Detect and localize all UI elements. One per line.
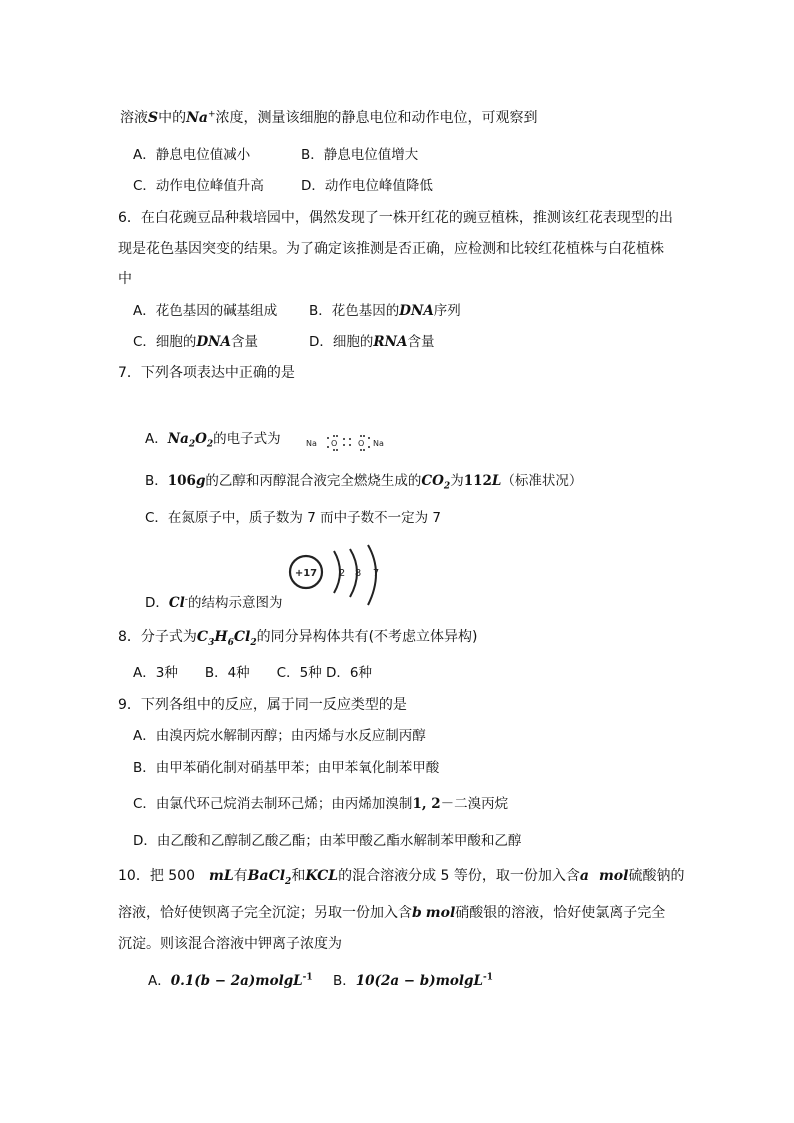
- q6-stem-line2: 现是花色基因突变的结果。为了确定该推测是否正确，应检测和比较红花植株与白花植株: [118, 241, 664, 257]
- q5-stem-tail: 溶液S中的Na+浓度，测量该细胞的静息电位和动作电位，可观察到: [120, 109, 538, 126]
- q6-stem-line3: 中: [118, 271, 132, 287]
- lewis-na-left: Na: [306, 439, 317, 448]
- q6-stem-line1: 6．在白花豌豆品种栽培园中，偶然发现了一株开红花的豌豆植株，推测该红花表现型的出: [118, 210, 673, 226]
- q10-stem-line2: 溶液，恰好使钡离子完全沉淀；另取一份加入含b mol硝酸银的溶液，恰好使氯离子完全: [118, 905, 666, 921]
- q7-option-a[interactable]: A．$Na_2O_2$的电子式为: [145, 431, 281, 450]
- chloride-ion-structure-diagram: [288, 543, 388, 607]
- q6-option-a[interactable]: A．花色基因的碱基组成: [133, 303, 278, 319]
- q6-option-d[interactable]: D．细胞的RNA含量: [309, 334, 435, 350]
- shell-electrons-3: 7: [372, 568, 380, 579]
- q10-option-b[interactable]: B．10(2a − b)molgL$^{-1}$: [333, 972, 493, 989]
- lewis-na-right: Na: [373, 439, 384, 448]
- q10-stem-line1: 10．把 500 mL有BaCl$_2$和KCL的混合溶液分成 5 等份，取一份加入含a mol硫酸钠的: [118, 868, 685, 887]
- lewis-o-right: O: [358, 439, 365, 448]
- nucleus-charge: +17: [294, 568, 318, 579]
- q8-stem: 8．分子式为$C_3H_6Cl_2$的同分异构体共有(不考虑立体异构): [118, 629, 478, 648]
- q5-option-a[interactable]: A．静息电位值减小: [133, 147, 251, 163]
- q9-option-b[interactable]: B．由甲苯硝化制对硝基甲苯；由甲苯氧化制苯甲酸: [133, 760, 440, 776]
- lewis-o-left: O: [331, 439, 338, 448]
- q7-option-b[interactable]: B．106g的乙醇和丙醇混合液完全燃烧生成的$CO_2$为112L（标准状况）: [145, 473, 583, 492]
- q6-option-c[interactable]: C．细胞的DNA含量: [133, 334, 258, 350]
- q9-option-c[interactable]: C．由氯代环己烷消去制环己烯；由丙烯加溴制1, 2－二溴丙烷: [133, 796, 509, 812]
- q5-option-d[interactable]: D．动作电位峰值降低: [301, 178, 433, 194]
- q7-option-d[interactable]: D．Cl-的结构示意图为: [145, 594, 283, 611]
- q9-option-d[interactable]: D．由乙酸和乙醇制乙酸乙酯；由苯甲酸乙酯水解制苯甲酸和乙醇: [133, 833, 522, 849]
- q5-option-b[interactable]: B．静息电位值增大: [301, 147, 419, 163]
- sodium-peroxide-lewis-structure: [306, 432, 396, 452]
- q8-options[interactable]: A．3种 B．4种 C．5种 D．6种: [133, 665, 372, 681]
- q9-option-a[interactable]: A．由溴丙烷水解制丙醇；由丙烯与水反应制丙醇: [133, 728, 426, 744]
- q9-stem: 9．下列各组中的反应，属于同一反应类型的是: [118, 697, 407, 713]
- q7-stem: 7．下列各项表达中正确的是: [118, 365, 295, 381]
- shell-electrons-2: 8: [354, 568, 362, 579]
- q5-option-c[interactable]: C．动作电位峰值升高: [133, 178, 264, 194]
- q7-option-c[interactable]: C．在氮原子中，质子数为 7 而中子数不一定为 7: [145, 510, 441, 526]
- q6-option-b[interactable]: B．花色基因的DNA序列: [309, 303, 461, 319]
- shell-electrons-1: 2: [338, 568, 346, 579]
- q10-stem-line3: 沉淀。则该混合溶液中钾离子浓度为: [118, 936, 342, 952]
- q10-option-a[interactable]: A．0.1(b − 2a)molgL$^{-1}$: [148, 972, 313, 989]
